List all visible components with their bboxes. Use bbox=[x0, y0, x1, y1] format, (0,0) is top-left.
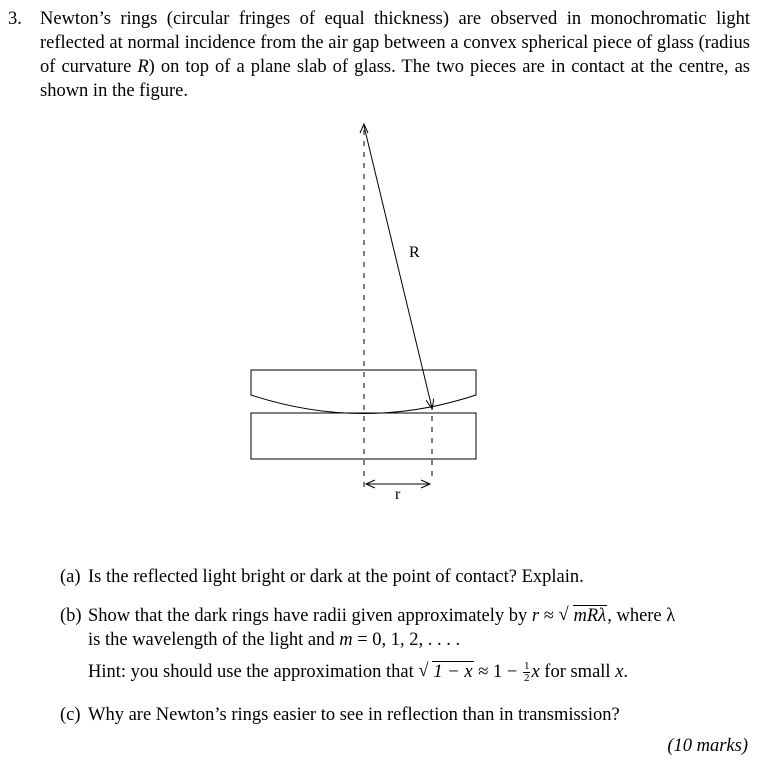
hint-end: . bbox=[623, 662, 629, 682]
intro-symbol-R: R bbox=[137, 57, 149, 77]
part-a-text: Is the reflected light bright or dark at the point of contact? Explain. bbox=[88, 567, 584, 587]
part-b-line-1 bbox=[88, 604, 752, 628]
part-c-label: (c) bbox=[60, 705, 81, 725]
hint-text-1: Hint: you should use the approximation that bbox=[88, 662, 419, 682]
hint-var-x2: x bbox=[615, 662, 624, 682]
marks-label: (10 marks) bbox=[667, 736, 748, 756]
part-c-text: Why are Newton’s rings easier to see in reflection than in transmission? bbox=[88, 705, 620, 725]
hint-sqrt bbox=[418, 660, 473, 684]
hint-sqrt-arg: 1 − x bbox=[433, 662, 473, 682]
part-b-line-2 bbox=[88, 628, 752, 652]
part-b-lambda: λ bbox=[666, 606, 676, 626]
hint-frac-den: 2 bbox=[523, 672, 530, 685]
hint-var-x: x bbox=[531, 662, 540, 682]
part-b-sqrt bbox=[559, 604, 608, 628]
part-b-approx: ≈ bbox=[539, 606, 559, 626]
hint-frac-num: 1 bbox=[523, 660, 530, 673]
part-a-label: (a) bbox=[60, 567, 81, 587]
radius-R-line bbox=[364, 126, 432, 408]
part-b-m-values: = 0, 1, 2, . . . . bbox=[352, 630, 461, 650]
hint-text-2: ≈ 1 − bbox=[473, 662, 522, 682]
label-r: r bbox=[395, 486, 401, 503]
part-b-text-1: Show that the dark rings have radii given approximately by bbox=[88, 606, 532, 626]
question-number: 3. bbox=[8, 9, 22, 29]
part-b-var-m: m bbox=[339, 630, 353, 650]
part-b-text-2: , where bbox=[607, 606, 667, 626]
intro-text-2: ) on top of a plane slab of glass. The two pieces are in contact at the centre, as shown in the figure. bbox=[40, 57, 750, 101]
part-b-sqrt-arg: mRλ bbox=[573, 606, 607, 626]
hint-text-3: for small bbox=[539, 662, 616, 682]
intro-text-1: Newton’s rings (circular fringes of equal thickness) are observed in monochromatic light reflected at normal incidence from the air gap between a convex spherical piece of glass (radius of curvature bbox=[40, 9, 750, 77]
part-b-label: (b) bbox=[60, 606, 82, 626]
hint-fraction bbox=[523, 661, 531, 684]
label-R: R bbox=[409, 244, 420, 261]
part-b-text-3: is the wavelength of the light and bbox=[88, 630, 340, 650]
part-b-hint bbox=[88, 660, 752, 684]
part-b-var-r: r bbox=[531, 606, 540, 626]
